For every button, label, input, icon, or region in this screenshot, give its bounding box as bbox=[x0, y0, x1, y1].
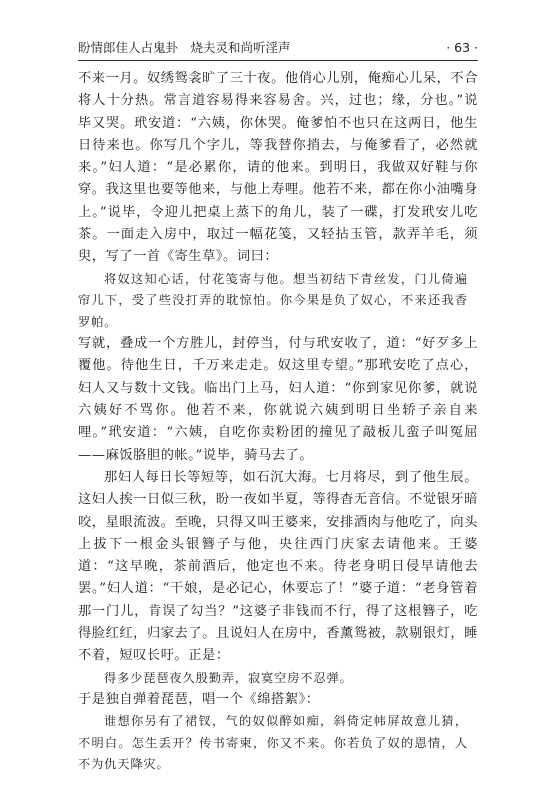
running-header bbox=[78, 38, 478, 58]
paragraph-4: 于是独自弹着琵琶，唱一个《绵搭絮》： bbox=[78, 692, 320, 708]
verse-ji-sheng-cao: 将奴这知心话，付花笺寄与他。想当初结下青丝发，门儿倚遍帘儿下，受了些没打弄的耽惊怕。你今果是负了奴心，不来还我香罗帕。 bbox=[78, 271, 468, 329]
paragraph-2: 写就，叠成一个方胜儿，封停当，付与玳安收了，道：“好歹多上覆他。待他生日，千万来走走。奴这里专望。”那玳安吃了点心，妇人又与数十文钱。临出门上马，妇人道：“你到家见你爹，就说六姨好不骂你。他若不来，你就说六姨到明日坐轿子亲自来哩。”玳安道：“六姨，自吃你卖粉团的撞见了敲板儿蛮子叫冤屈——麻饭胳胆的帐。”说毕，骑马去了。 bbox=[78, 336, 478, 463]
body-text bbox=[78, 68, 478, 776]
verse-mian-da-xu: 谁想你另有了裙钗，气的奴似醉如痴，斜倚定帏屏故意儿猜，不明白。怎生丢开？传书寄柬，你又不来。你若负了奴的恩情，人不为仇天降灾。 bbox=[78, 714, 468, 772]
paragraph-3: 那妇人每日长等短等，如石沉大海。七月将尽，到了他生辰。这妇人挨一日似三秋，盼一夜如半夏，等得杳无音信。不觉银牙暗咬，星眼流波。至晚，只得又叫王婆来，安排酒肉与他吃了，向头上拔下一根金头银簪子与他，央往西门庆家去请他来。王婆道：“这早晚，茶前酒后，他定也不来。待老身明日侵早请他去罢。”妇人道：“干娘，是必记心，休要忘了！”婆子道：“老身管着那一门儿，肯误了勾当？”这婆子非钱而不行，得了这根簪子，吃得脸红红，归家去了。且说妇人在房中，香薰鸳被，款剔银灯，睡不着，短叹长吁。正是： bbox=[78, 469, 478, 664]
chapter-title: 盼情郎佳人占鬼卦 烧夫灵和尚听淫声 bbox=[78, 40, 291, 55]
header-rule bbox=[78, 60, 478, 61]
verse-pipa: 得多少琵琶夜久殷勤弄，寂寞空房不忍弹。 bbox=[104, 670, 353, 685]
paragraph-1: 不来一月。奴绣鸳衾旷了三十夜。他俏心儿别，俺痴心儿呆，不合将人十分热。常言道容易得来容易舍。兴，过也；缘，分也。”说毕又哭。玳安道：“六姨，你休哭。俺爹怕不也只在这两日，他生日待来也。你写几个字儿，等我替你捎去，与俺爹看了，必然就来。”妇人道：“是必累你，请的他来。到明日，我做双好鞋与你穿。我这里也要等他来，与他上寿哩。他若不来，都在你小油嘴身上。”说毕，令迎儿把桌上蒸下的角儿，装了一碟，打发玳安儿吃茶。一面走入房中，取过一幅花笺，又轻拈玉管，款弄羊毛，须臾，写了一首《寄生草》。词曰： bbox=[78, 71, 478, 265]
page-number: · 63 · bbox=[446, 40, 478, 55]
